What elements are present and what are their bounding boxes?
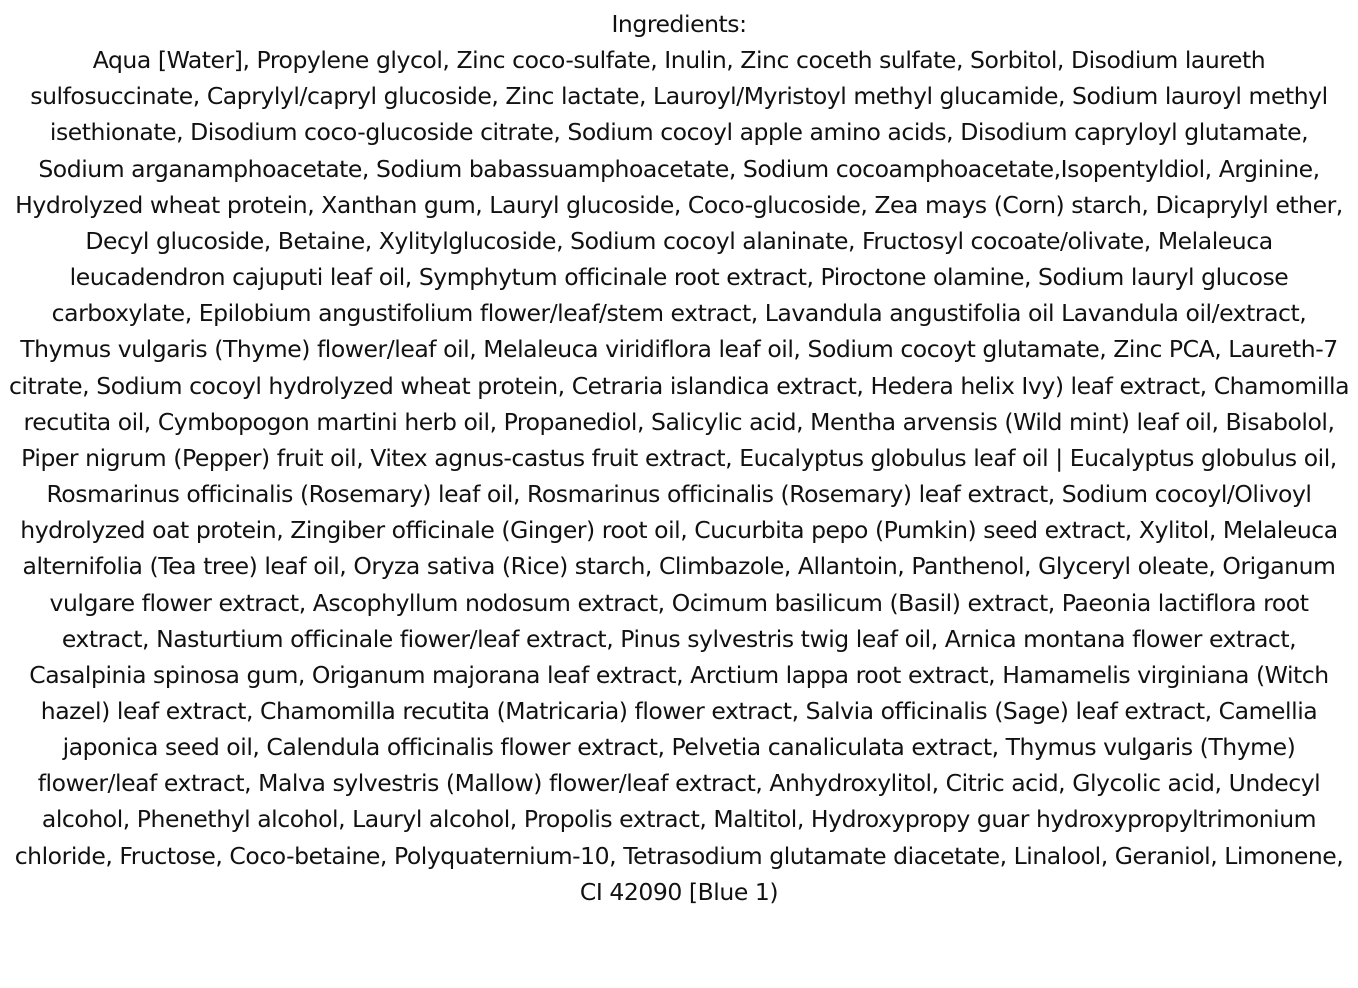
ingredients-heading: Ingredients: (611, 10, 747, 38)
ingredients-list-text: Aqua [Water], Propylene glycol, Zinc coco-sulfate, Inulin, Zinc coceth sulfate, Sorbitol, Disodium laureth sulfosuccinate, Caprylyl/capryl glucoside, Zinc lactate, Lauroyl/Myristoyl methyl glucamide, Sodium lauroyl methyl isethionate, Disodium coco-glucoside citrate, Sodium cocoyl apple amino acids, Disodium capryloyl glutamate, Sodium arganamphoacetate, Sodium babassuamphoacetate, Sodium cocoamphoacetate,Isopentyldiol, Arginine, Hydrolyzed wheat protein, Xanthan gum, Lauryl glucoside, Coco-glucoside, Zea mays (Corn) starch, Dicaprylyl ether, Decyl glucoside, Betaine, Xylitylglucoside, Sodium cocoyl alaninate, Fructosyl cocoate/olivate, Melaleuca leucadendron cajuputi leaf oil, Symphytum officinale root extract, Piroctone olamine, Sodium lauryl glucose carboxylate, Epilobium angustifolium flower/leaf/stem extract, Lavandula angustifolia oil Lavandula oil/extract, Thymus vulgaris (Thyme) flower/leaf oil, Melaleuca viridiflora leaf oil, Sodium cocoyt glutamate, Zinc PCA, Laureth-7 citrate, Sodium cocoyl hydrolyzed wheat protein, Cetraria islandica extract, Hedera helix Ivy) leaf extract, Chamomilla recutita oil, Cymbopogon martini herb oil, Propanediol, Salicylic acid, Mentha arvensis (Wild mint) leaf oil, Bisabolol, Piper nigrum (Pepper) fruit oil, Vitex agnus-castus fruit extract, Eucalyptus globulus leaf oil | Eucalyptus globulus oil, Rosmarinus officinalis (Rosemary) leaf oil, Rosmarinus officinalis (Rosemary) leaf extract, Sodium cocoyl/Olivoyl hydrolyzed oat protein, Zingiber officinale (Ginger) root oil, Cucurbita pepo (Pumkin) seed extract, Xylitol, Melaleuca alternifolia (Tea tree) leaf oil, Oryza sativa (Rice) starch, Climbazole, Allantoin, Panthenol, Glyceryl oleate, Origanum vulgare flower extract, Ascophyllum nodosum extract, Ocimum basilicum (Basil) extract, Paeonia lactiflora root extract, Nasturtium officinale fiower/leaf extract, Pinus sylvestris twig leaf oil, Arnica montana flower extract, Casalpinia spinosa gum, Origanum majorana leaf extract, Arctium lappa root extract, Hamamelis virginiana (Witch hazel) leaf extract, Chamomilla recutita (Matricaria) flower extract, Salvia officinalis (Sage) leaf extract, Camellia japonica seed oil, Calendula officinalis flower extract, Pelvetia canaliculata extract, Thymus vulgaris (Thyme) flower/leaf extract, Malva sylvestris (Mallow) flower/leaf extract, Anhydroxylitol, Citric acid, Glycolic acid, Undecyl alcohol, Phenethyl alcohol, Lauryl alcohol, Propolis extract, Maltitol, Hydroxypropy guar hydroxypropyltrimonium chloride, Fructose, Coco-betaine, Polyquaternium-10, Tetrasodium glutamate diacetate, Linalool, Geraniol, Limonene, CI 42090 [Blue 1) (8, 46, 1350, 906)
ingredients-label (8, 6, 1350, 910)
